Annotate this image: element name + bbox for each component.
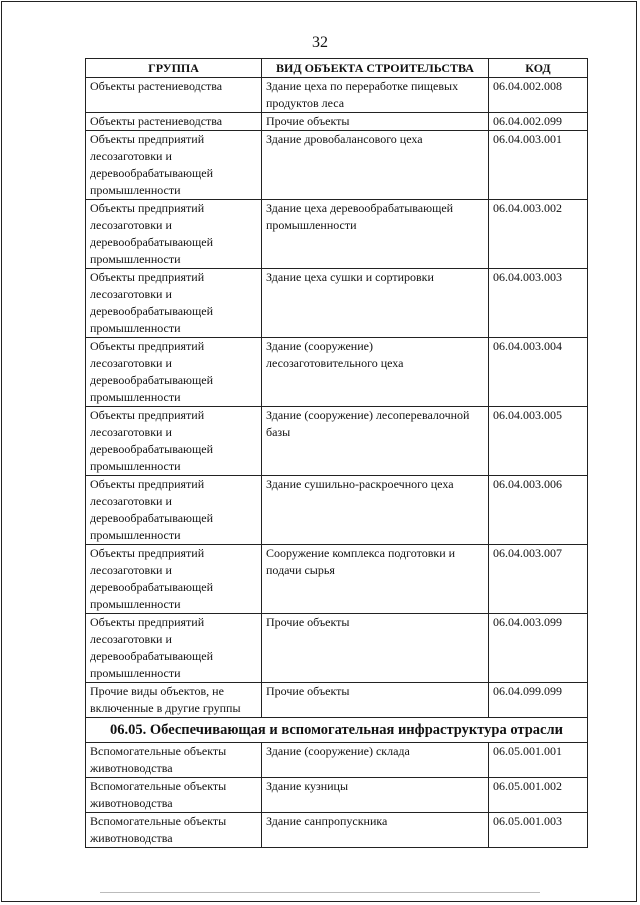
cell-object: Здание кузницы	[262, 778, 489, 813]
cell-group: Вспомогательные объекты животноводства	[86, 778, 262, 813]
table-row	[86, 131, 588, 200]
cell-object: Прочие объекты	[262, 614, 489, 683]
header-group: ГРУППА	[86, 59, 262, 78]
header-object-type: ВИД ОБЪЕКТА СТРОИТЕЛЬСТВА	[262, 59, 489, 78]
cell-object: Здание (сооружение) склада	[262, 743, 489, 778]
cell-group: Объекты предприятий лесозаготовки и деревообрабатывающей промышленности	[86, 614, 262, 683]
table-row	[86, 269, 588, 338]
cell-code: 06.04.002.099	[489, 113, 588, 131]
cell-group: Прочие виды объектов, не включенные в другие группы	[86, 683, 262, 718]
cell-code: 06.04.099.099	[489, 683, 588, 718]
cell-code: 06.04.003.004	[489, 338, 588, 407]
table-row	[86, 614, 588, 683]
table-row	[86, 407, 588, 476]
table-row	[86, 113, 588, 131]
cell-object: Здание цеха деревообрабатывающей промышленности	[262, 200, 489, 269]
cell-object: Здание (сооружение) лесоперевалочной базы	[262, 407, 489, 476]
cell-group: Объекты предприятий лесозаготовки и деревообрабатывающей промышленности	[86, 200, 262, 269]
cell-group: Объекты растениеводства	[86, 78, 262, 113]
section-heading: 06.05. Обеспечивающая и вспомогательная инфраструктура отрасли	[86, 718, 588, 743]
cell-group: Объекты предприятий лесозаготовки и деревообрабатывающей промышленности	[86, 338, 262, 407]
cell-object: Прочие объекты	[262, 683, 489, 718]
table-row	[86, 683, 588, 718]
cell-object: Здание сушильно-раскроечного цеха	[262, 476, 489, 545]
table-row	[86, 476, 588, 545]
table-row	[86, 545, 588, 614]
cell-code: 06.04.003.006	[489, 476, 588, 545]
table-row	[86, 78, 588, 113]
classification-table	[85, 58, 588, 848]
table-row	[86, 813, 588, 848]
cell-object: Здание цеха по переработке пищевых продуктов леса	[262, 78, 489, 113]
cell-code: 06.04.003.099	[489, 614, 588, 683]
section-heading-row	[86, 718, 588, 743]
cell-code: 06.05.001.001	[489, 743, 588, 778]
header-code: КОД	[489, 59, 588, 78]
scan-edge-line	[100, 892, 540, 893]
cell-object: Прочие объекты	[262, 113, 489, 131]
table-row	[86, 778, 588, 813]
cell-object: Сооружение комплекса подготовки и подачи сырья	[262, 545, 489, 614]
cell-code: 06.04.003.003	[489, 269, 588, 338]
cell-object: Здание дровобалансового цеха	[262, 131, 489, 200]
cell-object: Здание (сооружение) лесозаготовительного цеха	[262, 338, 489, 407]
cell-group: Объекты растениеводства	[86, 113, 262, 131]
cell-group: Вспомогательные объекты животноводства	[86, 813, 262, 848]
table-row	[86, 743, 588, 778]
cell-group: Объекты предприятий лесозаготовки и деревообрабатывающей промышленности	[86, 545, 262, 614]
cell-group: Вспомогательные объекты животноводства	[86, 743, 262, 778]
table-header-row	[86, 59, 588, 78]
table-row	[86, 200, 588, 269]
cell-object: Здание цеха сушки и сортировки	[262, 269, 489, 338]
cell-group: Объекты предприятий лесозаготовки и деревообрабатывающей промышленности	[86, 131, 262, 200]
cell-code: 06.04.003.002	[489, 200, 588, 269]
cell-code: 06.05.001.003	[489, 813, 588, 848]
cell-object: Здание санпропускника	[262, 813, 489, 848]
cell-group: Объекты предприятий лесозаготовки и деревообрабатывающей промышленности	[86, 476, 262, 545]
cell-code: 06.04.003.001	[489, 131, 588, 200]
cell-code: 06.05.001.002	[489, 778, 588, 813]
cell-group: Объекты предприятий лесозаготовки и деревообрабатывающей промышленности	[86, 269, 262, 338]
page-number: 32	[312, 34, 328, 51]
cell-code: 06.04.003.005	[489, 407, 588, 476]
cell-code: 06.04.002.008	[489, 78, 588, 113]
cell-group: Объекты предприятий лесозаготовки и деревообрабатывающей промышленности	[86, 407, 262, 476]
cell-code: 06.04.003.007	[489, 545, 588, 614]
table-row	[86, 338, 588, 407]
